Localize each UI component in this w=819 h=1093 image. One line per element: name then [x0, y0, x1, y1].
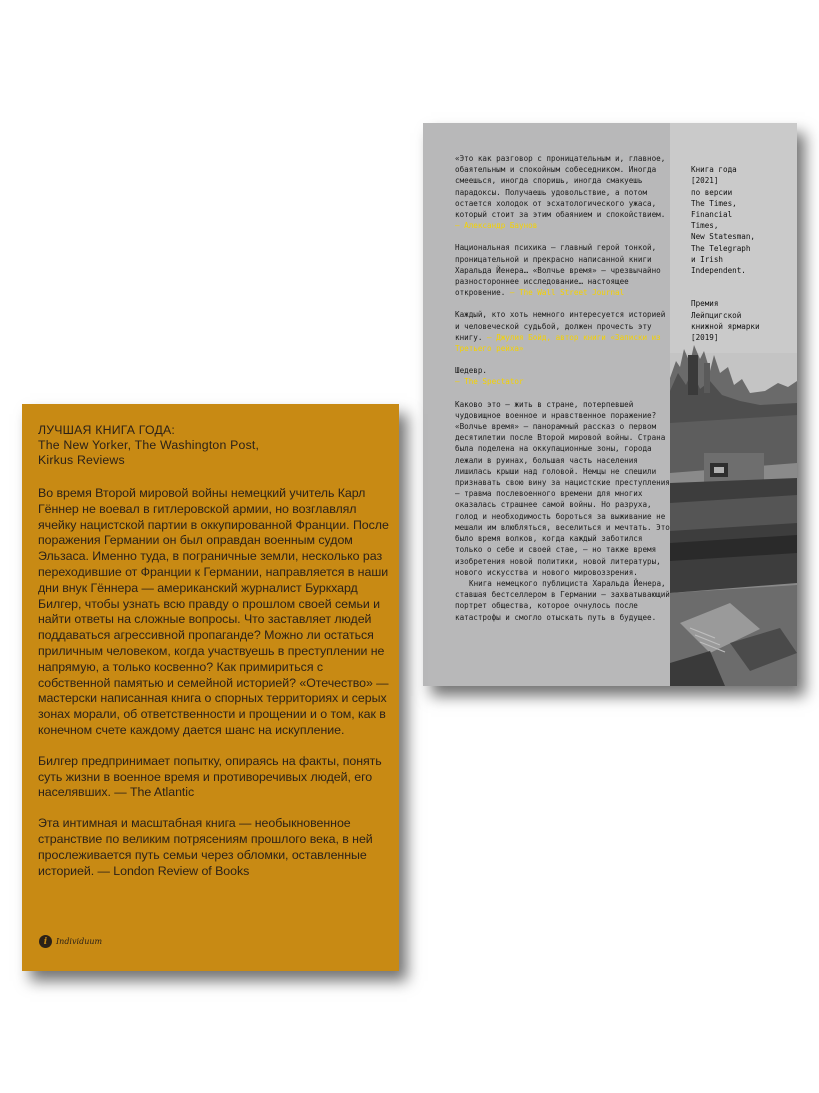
award-leipzig-prize: Премия Лейпцигской книжной ярмарки [2019] — [691, 299, 760, 343]
best-book-heading: ЛУЧШАЯ КНИГА ГОДА: — [38, 423, 175, 437]
description-paragraph: Во время Второй мировой войны немецкий учитель Карл Гённер не воевал в гитлеровской армии, но возглавлял ячейку нацистской партии в оккупированной Франции. После поражения Германии он был оправдан военным судом Эльзаса. Именно туда, в пограничные земли, несколько раз переходившие от Франции к Германии, направляется в наши дни внук Гённера — американский журналист Буркхард Билгер, чтобы узнать всю правду о прошлом своей семьи и найти ответы на сложные вопросы. Что заставляет людей поддаваться агрессивной пропаганде? Можно ли остаться приличным человеком, когда участвуешь в преступлении не напрямую, а только косвенно? Как примириться с собственной памятью и семейной историей? «Отечество» — мастерски написанная книга о спорных территориях и серых зонах морали, об ответственности и прощении и о том, как в конечном счете каждому дается шанс на искупление. — [38, 486, 389, 737]
quote-text: Национальная психика – главный герой тонкой, проницательной и прекрасно написанной книги Харальда Йенера… «Волчье время» – чрезвычайно разностороннее исследование… настоящее откровение. — [455, 243, 661, 298]
best-book-sources: The New Yorker, The Washington Post, — [38, 438, 260, 452]
quote-text: «Это как разговор с проницательным и, главное, обаятельным и спокойным собеседником. Иногда смеешься, иногда споришь, иногда смакуешь парадоксы. Получаешь удовольствие, а потом остается холодок от эсхатологического ужаса, который стоит за этим обаянием и спокойствием. — [455, 154, 666, 220]
description-paragraph: Книга немецкого публициста Харальда Йенера, ставшая бестселлером в Германии – захватывающий портрет общества, которое очнулось после катастрофы и смогло отыскать путь в будущее. — [455, 578, 670, 622]
quote — [455, 153, 673, 231]
quote — [455, 309, 673, 354]
quote — [455, 365, 673, 387]
best-book-label — [38, 423, 390, 468]
reviews-column — [455, 153, 673, 634]
award-book-of-year: Книга года [2021] по версии The Times, Financial Times, New Statesman, The Telegraph и Irish Independent. — [691, 165, 756, 276]
publisher-logo — [39, 935, 102, 948]
quote-attribution: — The Spectator — [455, 377, 524, 387]
quote-attribution: — The Wall Street Journal — [509, 288, 625, 298]
quote — [455, 242, 673, 298]
quote-text: Каждый, кто хоть немного интересуется историей и человеческой судьбой, должен прочесть эту книгу. — [455, 310, 666, 342]
publisher-name: Individuum — [56, 937, 103, 946]
review-paragraph: Эта интимная и масштабная книга — необыкновенное странствие по великим потрясениям прошлого века, в ней прослеживается путь семьи через обломки, оставленные историей. — London Review of Books — [38, 816, 373, 878]
back-cover-wolf-time — [423, 123, 797, 686]
quote-text: Шедевр. — [455, 366, 488, 376]
back-cover-fatherland — [22, 404, 399, 971]
quote-attribution: — Александр Баунов — [455, 221, 538, 231]
publisher-icon: i — [39, 935, 52, 948]
awards-column — [691, 153, 791, 365]
best-book-sources: Kirkus Reviews — [38, 453, 125, 467]
review-paragraph: Билгер предпринимает попытку, опираясь на факты, понять суть жизни в военное время и противоречивых людей, его населявших. — The Atlantic — [38, 753, 382, 800]
quote-attribution: — Джулия Бойд, автор книги «Записки из Третьего рейха» — [455, 332, 661, 354]
description-paragraph: Каково это – жить в стране, потерпевшей чудовищное военное и нравственное поражение? «Волчье время» – панорамный рассказ о первом десятилетии после Второй мировой войны. Страна была поделена на оккупационные зоны, города лежали в руинах, большая часть населения лишилась крыши над головой. Немцы не спешили признавать свою вину за нацистские преступления – травма послевоенного времени для многих оказалась страшнее самой войны. Но разруха, голод и необходимость бороться за выживание не мешали им влюбляться, веселиться и мечтать. Это было время волков, когда каждый заботился только о себе и своей стае, – но также время изобретения новой политики, новой литературы, нового искусства и нового мировоззрения. — [455, 399, 670, 577]
